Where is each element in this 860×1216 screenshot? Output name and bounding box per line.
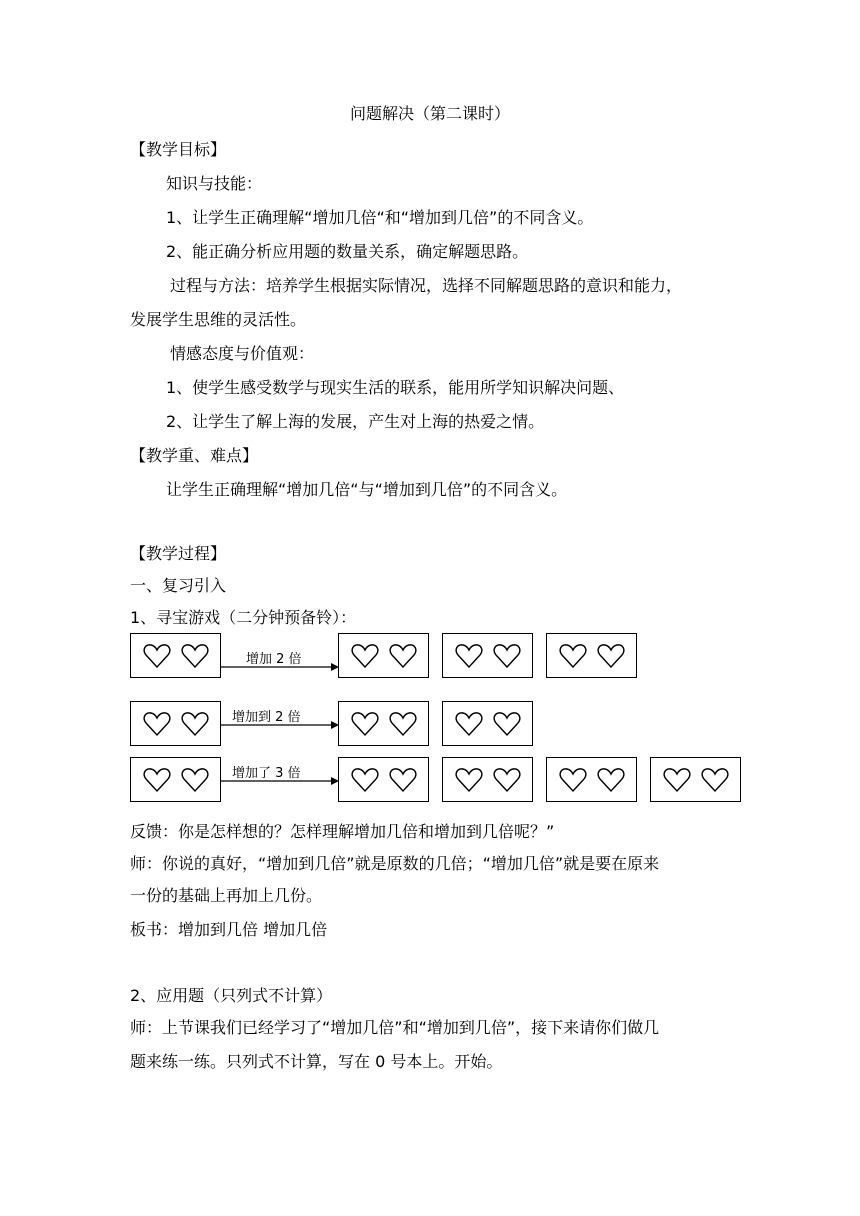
goals-heading: 【教学目标】 <box>130 140 227 159</box>
game-heading: 1、寻宝游戏（二分钟预备铃）： <box>130 608 357 627</box>
emotion-heading: 情感态度与价值观： <box>170 344 315 363</box>
teacher-line-1b: 一份的基础上再加上几份。 <box>130 886 323 905</box>
target-box <box>338 757 429 802</box>
process-method-line1: 过程与方法：培养学生根据实际情况，选择不同解题思路的意识和能力， <box>170 276 683 295</box>
heart-icon <box>597 643 625 669</box>
emotion-item-2: 2、让学生了解上海的发展，产生对上海的热爱之情。 <box>166 412 545 431</box>
review-heading: 一、复习引入 <box>130 576 227 595</box>
heart-icon <box>181 643 209 669</box>
page-title: 问题解决（第二课时） <box>349 104 510 123</box>
knowledge-heading: 知识与技能： <box>166 174 263 193</box>
arrow <box>221 662 339 672</box>
source-box <box>130 633 221 678</box>
heart-icon <box>143 767 171 793</box>
target-box <box>650 757 741 802</box>
board-text: 板书：增加到几倍 增加几倍 <box>130 920 328 939</box>
heart-icon <box>559 767 587 793</box>
emotion-item-1: 1、使学生感受数学与现实生活的联系，能用所学知识解决问题、 <box>166 378 625 397</box>
heart-icon <box>559 643 587 669</box>
application-heading: 2、应用题（只列式不计算） <box>130 986 333 1005</box>
arrow <box>221 720 339 730</box>
heart-icon <box>181 767 209 793</box>
target-box <box>442 757 533 802</box>
process-method-line2: 发展学生思维的灵活性。 <box>130 310 307 329</box>
source-box <box>130 757 221 802</box>
heart-icon <box>143 711 171 737</box>
process-heading: 【教学过程】 <box>130 544 227 563</box>
heart-icon <box>455 767 483 793</box>
arrow <box>221 776 339 786</box>
heart-icon <box>351 767 379 793</box>
knowledge-item-2: 2、能正确分析应用题的数量关系，确定解题思路。 <box>166 242 529 261</box>
heart-icon <box>663 767 691 793</box>
knowledge-item-1: 1、让学生正确理解“增加几倍“和“增加到几倍”的不同含义。 <box>166 208 594 227</box>
heart-icon <box>351 643 379 669</box>
heart-icon <box>493 767 521 793</box>
target-box <box>338 701 429 746</box>
heart-icon <box>181 711 209 737</box>
heart-icon <box>455 711 483 737</box>
key-points-heading: 【教学重、难点】 <box>130 446 259 465</box>
heart-icon <box>493 643 521 669</box>
heart-icon <box>455 643 483 669</box>
heart-icon <box>389 643 417 669</box>
teacher-line-1a: 师：你说的真好，“增加到几倍”就是原数的几倍；“增加几倍”就是要在原来 <box>130 854 660 873</box>
heart-icon <box>351 711 379 737</box>
arrow-label: 增加了 3 倍 <box>232 766 301 781</box>
heart-icon <box>143 643 171 669</box>
arrow-label: 增加到 2 倍 <box>232 710 301 725</box>
key-points-text: 让学生正确理解“增加几倍“与“增加到几倍”的不同含义。 <box>166 480 568 499</box>
arrow-label: 增加 2 倍 <box>246 652 302 667</box>
target-box <box>546 757 637 802</box>
teacher-line-2a: 师：上节课我们已经学习了“增加几倍”和“增加到几倍”，接下来请你们做几 <box>130 1018 660 1037</box>
heart-icon <box>701 767 729 793</box>
feedback-text: 反馈：你是怎样想的？怎样理解增加几倍和增加到几倍呢？” <box>130 822 555 841</box>
target-box <box>442 701 533 746</box>
heart-icon <box>389 711 417 737</box>
target-box <box>338 633 429 678</box>
target-box <box>442 633 533 678</box>
target-box <box>546 633 637 678</box>
source-box <box>130 701 221 746</box>
heart-icon <box>493 711 521 737</box>
heart-icon <box>597 767 625 793</box>
heart-icon <box>389 767 417 793</box>
teacher-line-2b: 题来练一练。只列式不计算，写在 0 号本上。开始。 <box>130 1052 503 1071</box>
